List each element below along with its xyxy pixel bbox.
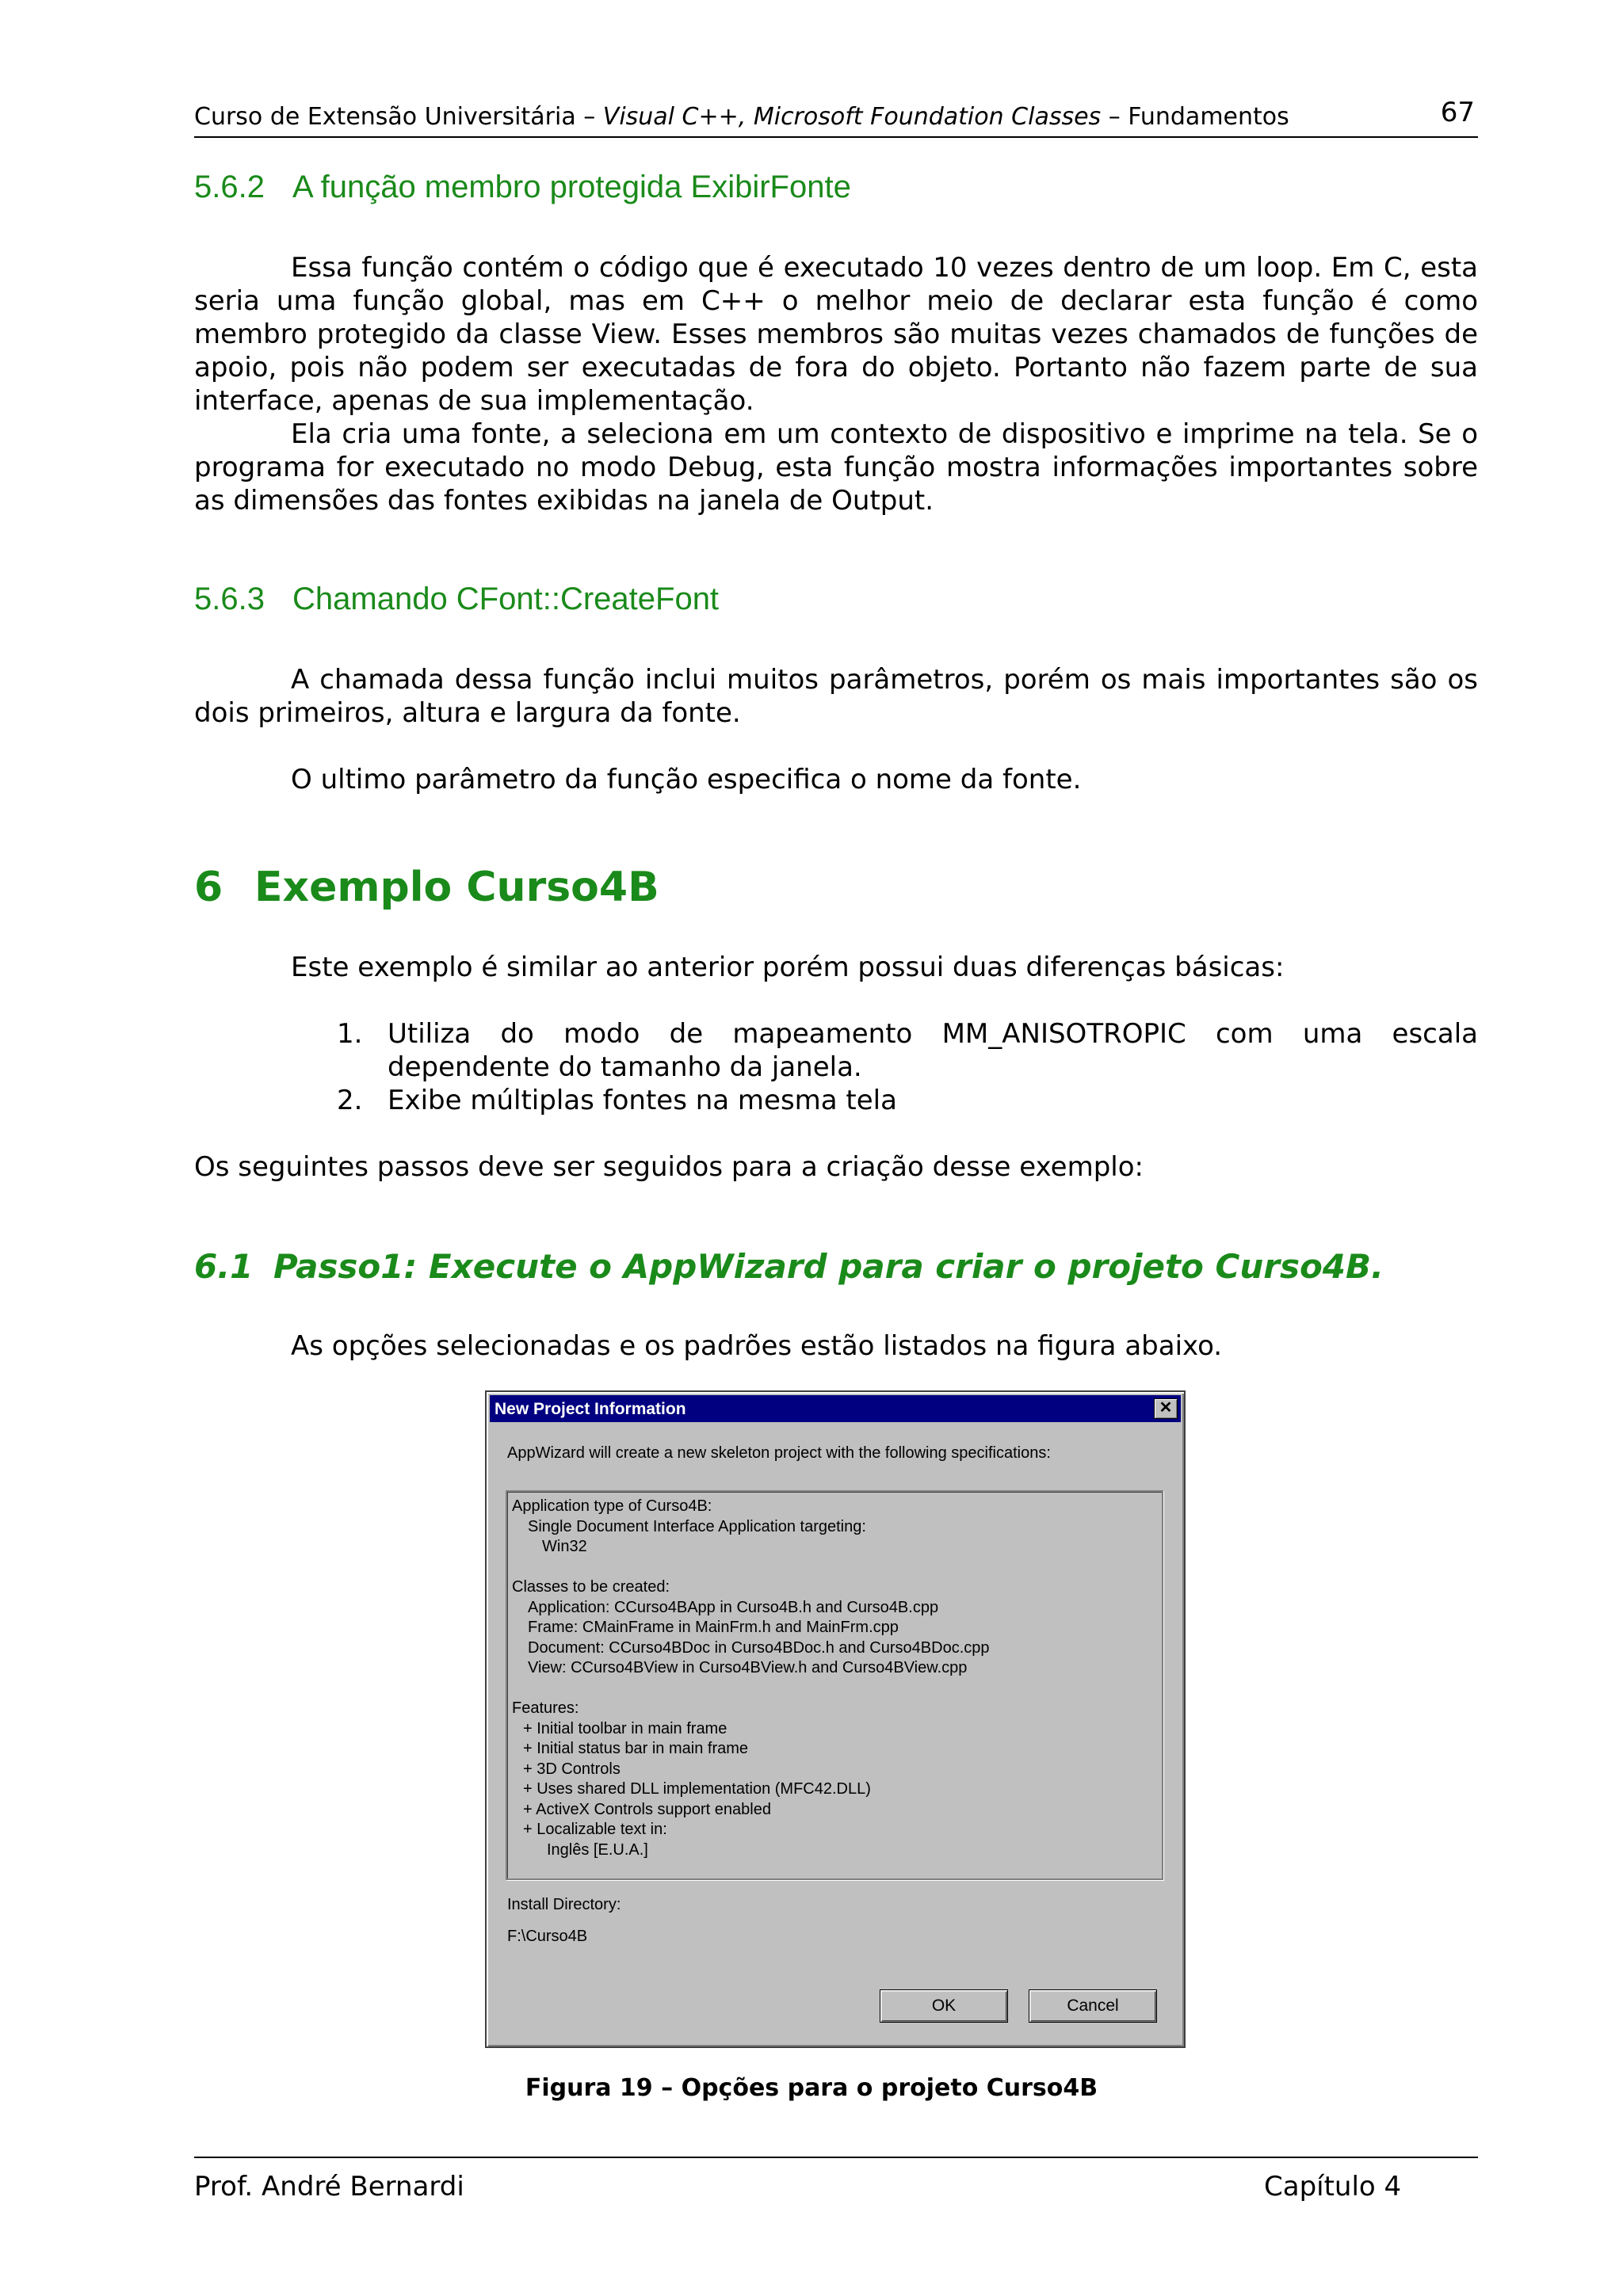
paragraph: Essa função contém o código que é executado 10 vezes dentro de um loop. Em C, esta seria uma função global, mas em C++ o melhor meio de declarar esta função é como membro protegido da classe View. Esses membros são muitas vezes chamados de funções de apoio, pois não podem ser executadas de fora do objeto. Portanto não fazem parte de sua interface, apenas de sua implementação. (194, 252, 1478, 417)
page-number: 67 (1440, 97, 1475, 128)
footer-chapter: Capítulo 4 (1264, 2171, 1402, 2203)
spec-line: Win32 (542, 1538, 587, 1555)
spec-line: + Initial toolbar in main frame (523, 1719, 727, 1737)
spec-line: Frame: CMainFrame in MainFrm.h and MainFrm.cpp (528, 1619, 899, 1636)
header-title (194, 103, 1289, 131)
specifications-box[interactable] (506, 1490, 1163, 1880)
section-number: 6.1 (194, 1247, 254, 1286)
spec-line: + 3D Controls (523, 1760, 621, 1778)
section-number: 5.6.2 (194, 170, 265, 204)
dialog-intro-text: AppWizard will create a new skeleton project with the following specifications: (507, 1444, 1051, 1462)
spec-line: + Localizable text in: (523, 1821, 667, 1838)
list-text: Exibe múltiplas fontes na mesma tela (388, 1085, 897, 1116)
spec-line: Classes to be created: (512, 1578, 670, 1596)
list-number: 1. (337, 1018, 363, 1050)
section-title: A função membro protegida ExibirFonte (292, 170, 851, 204)
numbered-list (337, 1017, 1478, 1117)
header-rule (194, 136, 1478, 138)
paragraph: Este exemplo é similar ao anterior porém possui duas diferenças básicas: (291, 952, 1285, 983)
section-title: Passo1: Execute o AppWizard para criar o projeto Curso4B. (273, 1247, 1384, 1286)
paragraph: As opções selecionadas e os padrões estão listados na figura abaixo. (291, 1330, 1223, 1362)
dialog-title: New Project Information (495, 1400, 686, 1418)
spec-line: Single Document Interface Application targeting: (528, 1517, 866, 1535)
spec-line (512, 1558, 990, 1578)
close-icon: ✕ (1159, 1399, 1173, 1417)
close-button[interactable] (1154, 1398, 1178, 1419)
list-item (337, 1017, 1478, 1084)
chapter-title: Exemplo Curso4B (254, 864, 659, 911)
list-item (337, 1084, 1478, 1117)
figure-caption: Figura 19 – Opções para o projeto Curso4B (525, 2074, 1098, 2102)
spec-line: Inglês [E.U.A.] (547, 1840, 648, 1859)
section-heading-6-1 (194, 1247, 1384, 1286)
list-number: 2. (337, 1085, 363, 1116)
section-heading-5-6-3 (194, 582, 719, 617)
specifications-list (512, 1497, 990, 1860)
spec-line: + ActiveX Controls support enabled (523, 1800, 771, 1818)
section-title: Chamando CFont::CreateFont (292, 582, 720, 616)
spec-line: Application type of Curso4B: (512, 1497, 712, 1515)
section-number: 5.6.3 (194, 582, 265, 616)
install-directory-label: Install Directory: (507, 1896, 621, 1913)
header-italic: Visual C++, Microsoft Foundation Classes (602, 103, 1102, 131)
dialog-titlebar[interactable] (490, 1395, 1181, 1422)
header-prefix: Curso de Extensão Universitária – (194, 103, 603, 131)
paragraph: Os seguintes passos deve ser seguidos para a criação desse exemplo: (194, 1151, 1144, 1183)
install-directory-path: F:\Curso4B (507, 1928, 588, 1945)
section-heading-5-6-2 (194, 170, 851, 205)
cancel-button[interactable]: Cancel (1029, 1989, 1157, 2023)
spec-line: Application: CCurso4BApp in Curso4B.h and Curso4B.cpp (528, 1598, 939, 1616)
header-suffix: – Fundamentos (1101, 103, 1289, 131)
page-header (194, 97, 1478, 136)
paragraph: A chamada dessa função inclui muitos parâmetros, porém os mais importantes são os dois primeiros, altura e largura da fonte. (194, 664, 1478, 729)
spec-line (512, 1679, 990, 1699)
spec-line: View: CCurso4BView in Curso4BView.h and Curso4BView.cpp (528, 1659, 968, 1676)
list-text: Utiliza do modo de mapeamento MM_ANISOTROPIC com uma escala dependente do tamanho da janela. (388, 1018, 1478, 1083)
new-project-information-dialog (485, 1390, 1186, 2048)
chapter-number: 6 (194, 864, 223, 911)
ok-button[interactable]: OK (880, 1989, 1008, 2023)
paragraph: O ultimo parâmetro da função especifica o nome da fonte. (291, 764, 1082, 795)
footer-rule (194, 2157, 1478, 2158)
paragraph: Ela cria uma fonte, a seleciona em um contexto de dispositivo e imprime na tela. Se o programa for executado no modo Debug, esta função mostra informações importantes sobre as dimensões das fontes exibidas na janela de Output. (194, 418, 1478, 517)
footer-author: Prof. André Bernardi (194, 2171, 464, 2203)
spec-line: Features: (512, 1699, 579, 1717)
chapter-heading-6 (194, 864, 659, 911)
spec-line: + Initial status bar in main frame (523, 1740, 749, 1757)
spec-line: Document: CCurso4BDoc in Curso4BDoc.h and Curso4BDoc.cpp (528, 1638, 990, 1657)
spec-line: + Uses shared DLL implementation (MFC42.DLL) (523, 1780, 871, 1798)
